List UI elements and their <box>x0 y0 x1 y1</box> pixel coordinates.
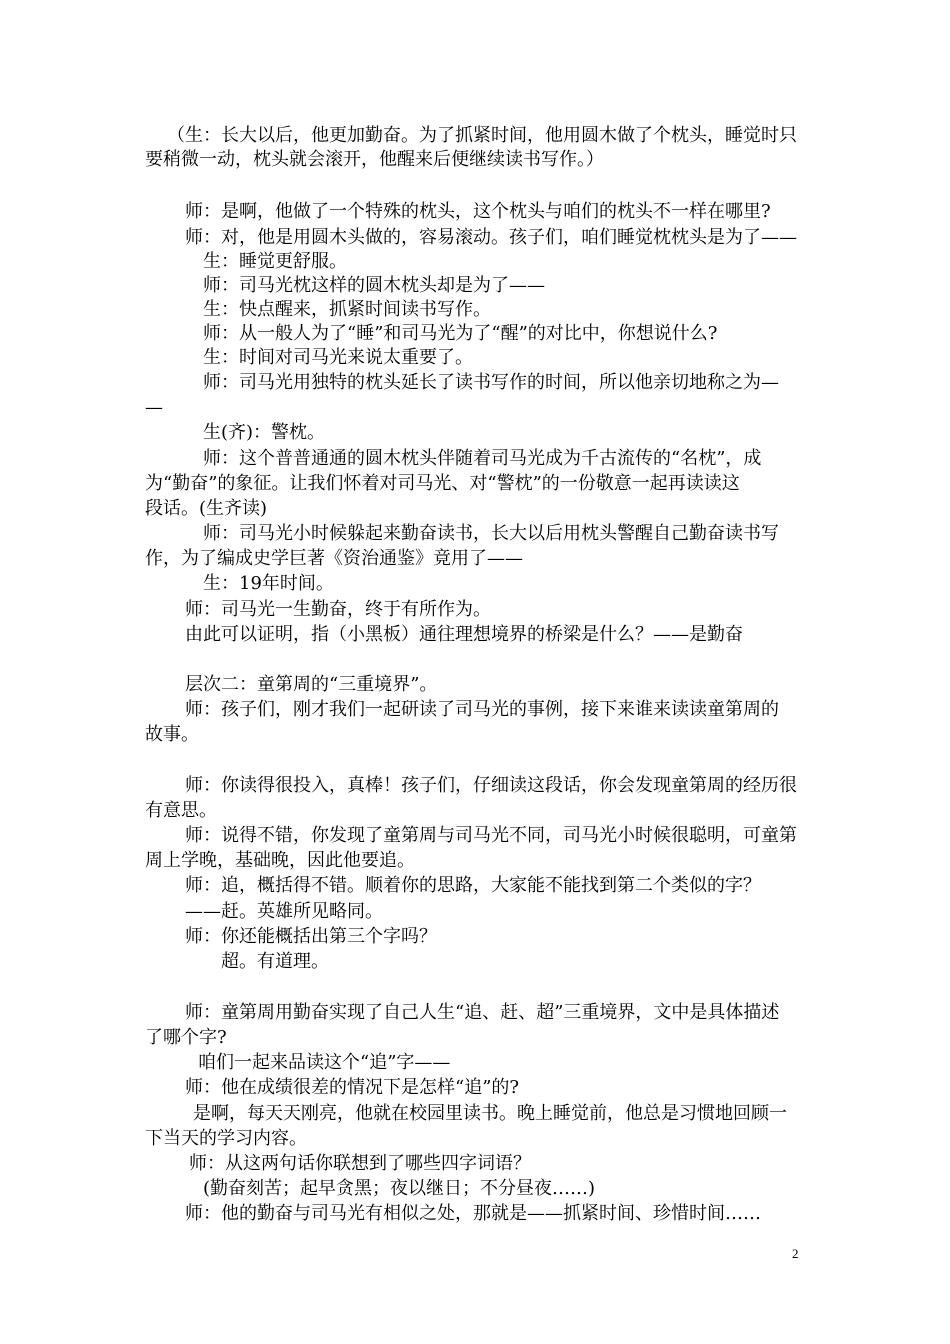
text-line: 要稍微一动，枕头就会滚开，他醒来后便继续读书写作。） <box>145 149 604 170</box>
text-line: 下当天的学习内容。 <box>145 1128 307 1149</box>
text-line: 师：追，概括得不错。顺着你的思路，大家能不能找到第二个类似的字？ <box>185 875 761 896</box>
text-line: 是啊，每天天刚亮，他就在校园里读书。晚上睡觉前，他总是习惯地回顾一 <box>193 1103 787 1124</box>
text-line: (勤奋刻苦；起早贪黑；夜以继日；不分昼夜……) <box>203 1178 596 1199</box>
text-line: 了哪个字? <box>145 1027 227 1048</box>
text-line: 生：睡觉更舒服。 <box>203 251 347 272</box>
text-line: 生：时间对司马光来说太重要了。 <box>203 347 473 368</box>
text-line: — <box>145 397 163 418</box>
text-line: 师：司马光一生勤奋，终于有所作为。 <box>185 599 491 620</box>
text-line: 师：从这两句话你联想到了哪些四字词语？ <box>189 1153 531 1174</box>
text-line: 师：这个普普通通的圆木枕头伴随着司马光成为千古流传的“名枕”，成 <box>203 448 762 469</box>
text-line: 有意思。 <box>145 800 217 821</box>
text-line: 师：对，他是用圆木头做的，容易滚动。孩子们，咱们睡觉枕枕头是为了—— <box>185 227 797 248</box>
text-line: 生：19年时间。 <box>203 573 334 594</box>
text-line: 师：司马光用独特的枕头延长了读书写作的时间，所以他亲切地称之为— <box>203 372 779 393</box>
text-line: 生(齐)：警枕。 <box>203 422 326 443</box>
text-line: 由此可以证明，指（小黑板）通往理想境界的桥梁是什么？——是勤奋 <box>185 624 743 645</box>
text-line: 师：你读得很投入，真棒！孩子们，仔细读这段话，你会发现童第周的经历很 <box>185 775 797 796</box>
text-line: 生：快点醒来，抓紧时间读书写作。 <box>203 299 491 320</box>
text-line: 层次二：童第周的“三重境界”。 <box>185 674 438 695</box>
text-line: 师：他在成绩很差的情况下是怎样“追”的? <box>185 1077 520 1098</box>
text-line: 师：说得不错，你发现了童第周与司马光不同，司马光小时候很聪明，可童第 <box>185 825 797 846</box>
text-line: ——赶。英雄所见略同。 <box>185 901 383 922</box>
text-line: 作，为了编成史学巨著《资治通鉴》竟用了—— <box>145 548 523 569</box>
text-line: 为“勤奋”的象征。让我们怀着对司马光、对“警枕”的一份敬意一起再读读这 <box>145 473 740 494</box>
text-line: 师：从一般人为了“睡”和司马光为了“醒”的对比中，你想说什么? <box>203 323 718 344</box>
page-number: 2 <box>792 1246 799 1261</box>
text-line: 师：童第周用勤奋实现了自己人生“追、赶、超”三重境界，文中是具体描述 <box>185 1002 780 1023</box>
text-line: 师：孩子们，刚才我们一起研读了司马光的事例，接下来谁来读读童第周的 <box>185 699 779 720</box>
text-line: （生：长大以后，他更加勤奋。为了抓紧时间，他用圆木做了个枕头，睡觉时只 <box>167 125 797 146</box>
text-line: 师：是啊，他做了一个特殊的枕头，这个枕头与咱们的枕头不一样在哪里? <box>185 201 771 222</box>
text-line: 周上学晚，基础晚，因此他要追。 <box>145 850 415 871</box>
text-line: 咱们一起来品读这个“追”字—— <box>198 1052 451 1073</box>
text-line: 师：他的勤奋与司马光有相似之处，那就是——抓紧时间、珍惜时间…… <box>185 1203 761 1224</box>
text-line: 故事。 <box>145 724 199 745</box>
text-line: 超。有道理。 <box>221 951 329 972</box>
text-line: 段话。(生齐读) <box>145 498 268 519</box>
text-line: 师：司马光枕这样的圆木枕头却是为了—— <box>203 275 545 296</box>
text-line: 师：你还能概括出第三个字吗？ <box>185 926 437 947</box>
text-line: 师：司马光小时候躲起来勤奋读书，长大以后用枕头警醒自己勤奋读书写 <box>203 523 779 544</box>
